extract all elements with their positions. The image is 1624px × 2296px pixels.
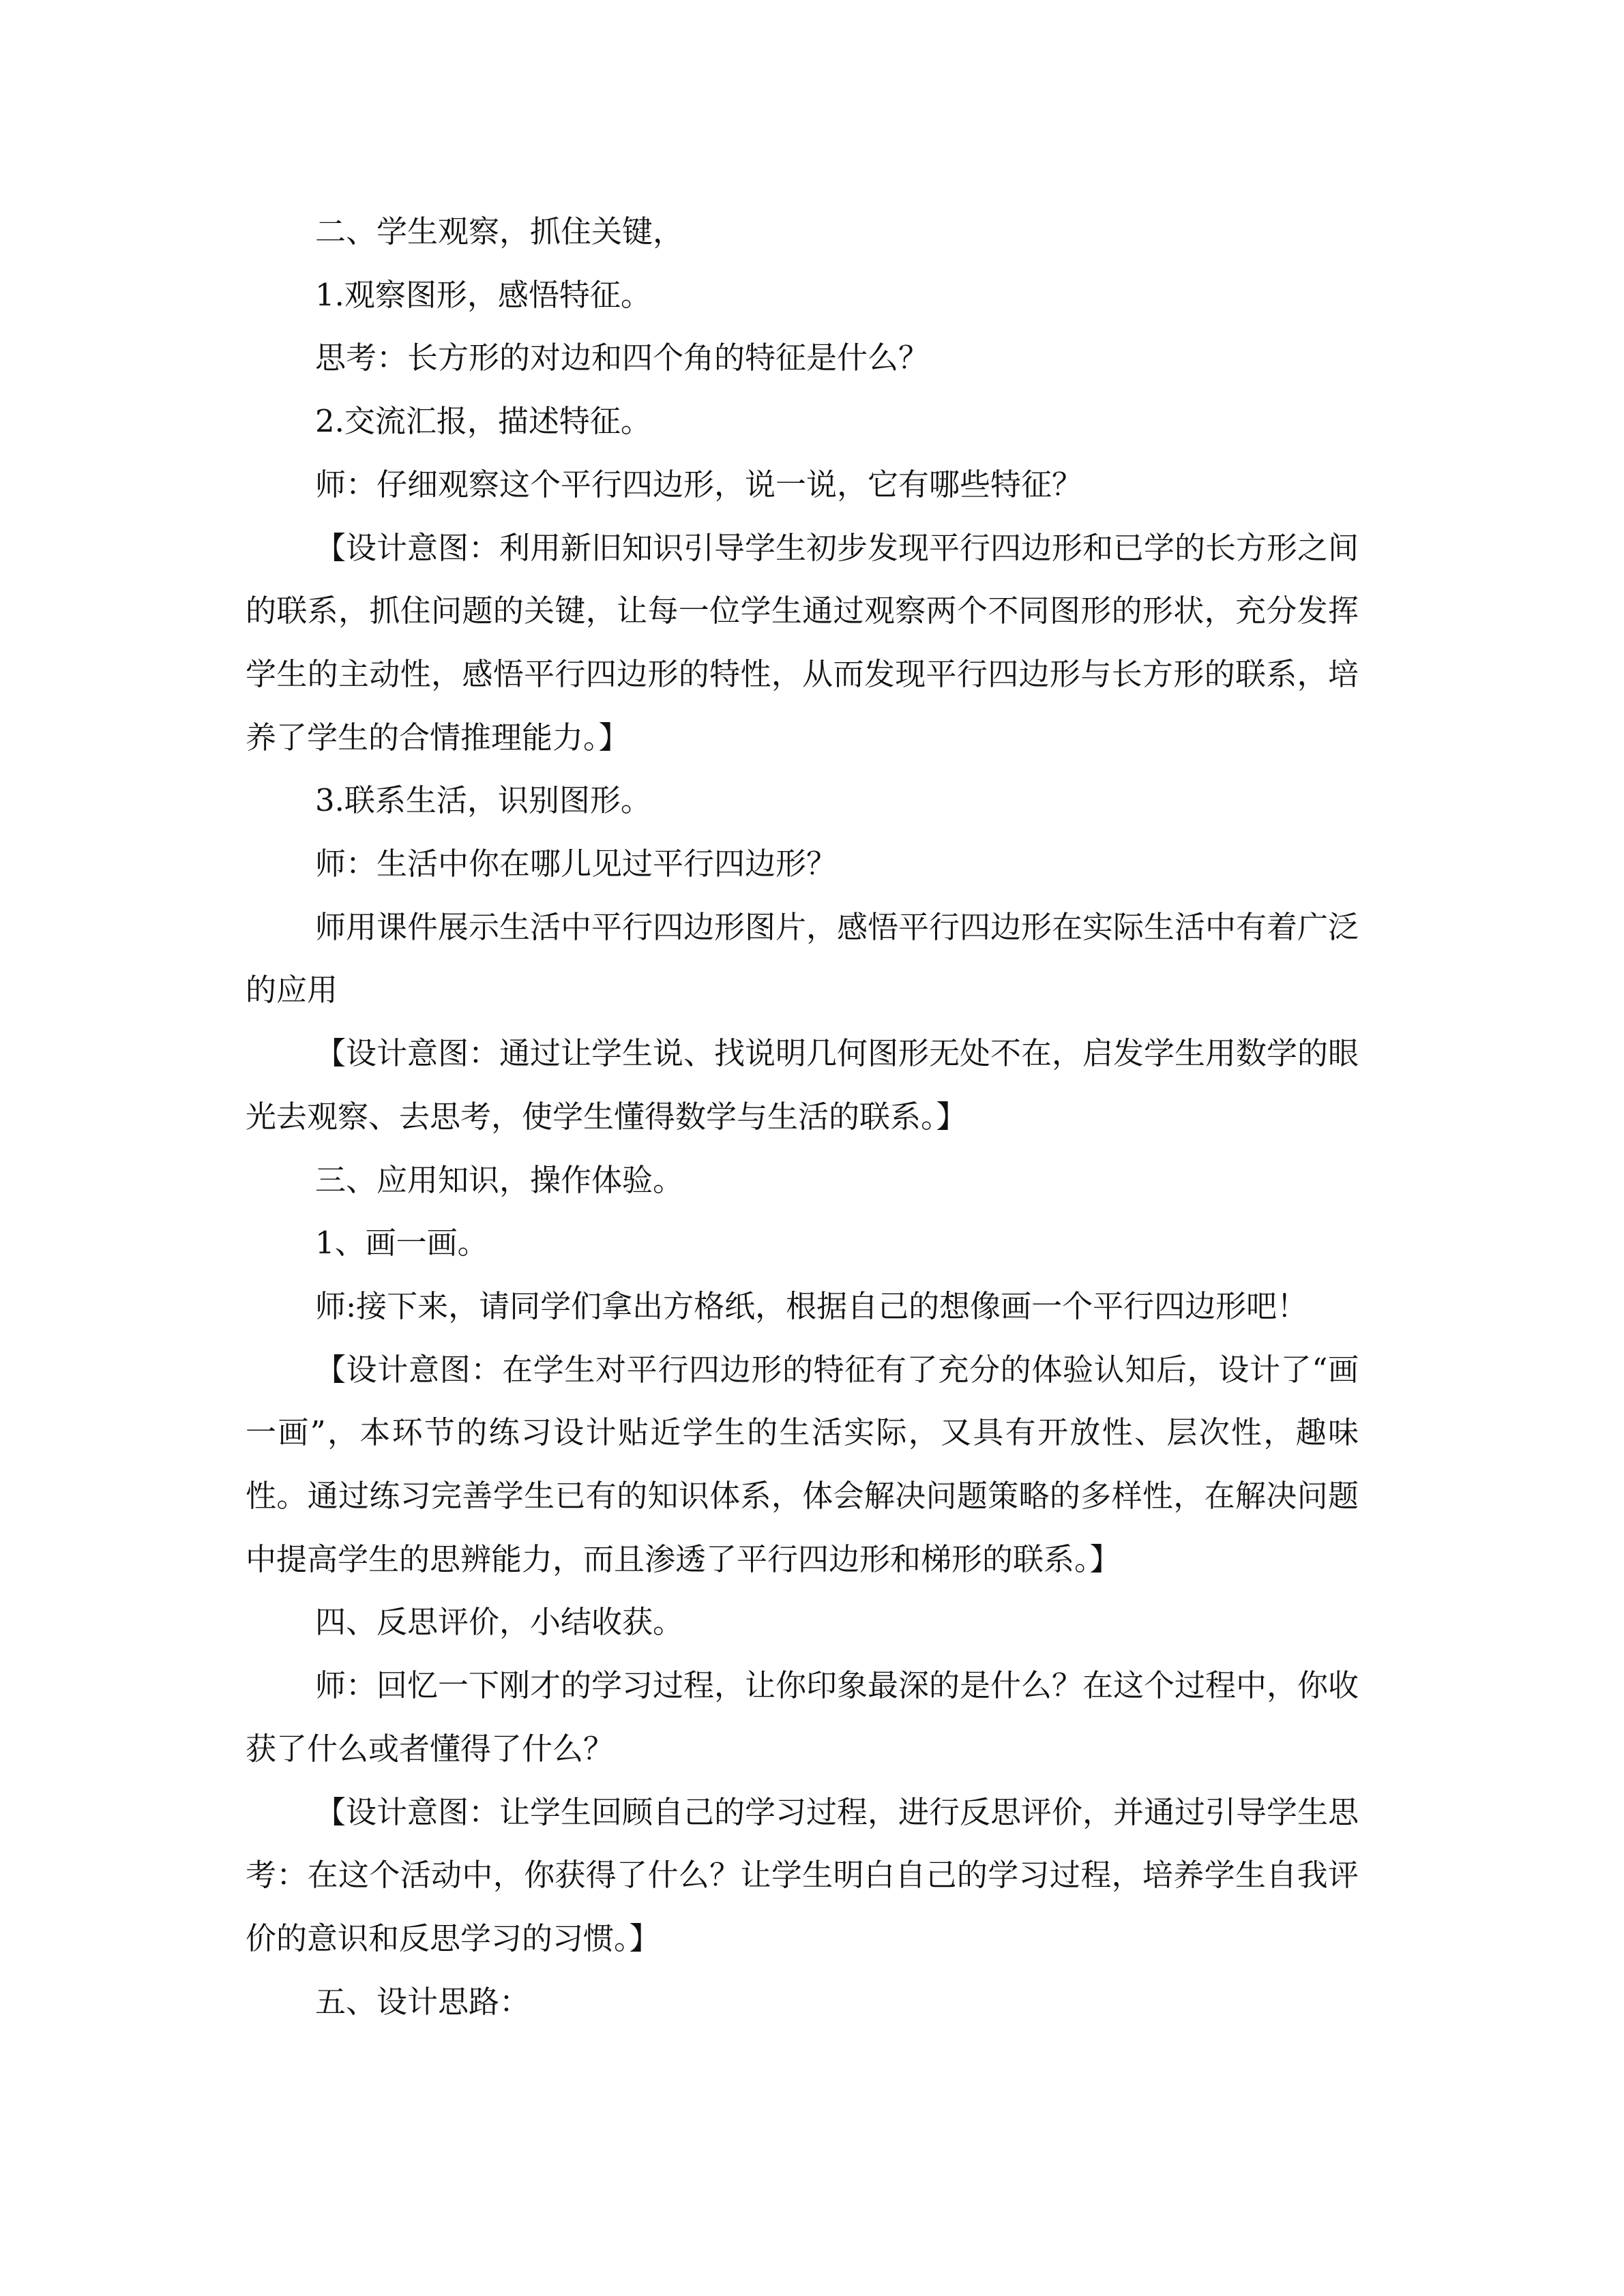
teacher-instruction-draw: 师:接下来，请同学们拿出方格纸，根据自己的想像画一个平行四边形吧！ — [315, 1287, 1308, 1324]
design-intent-paragraph: 【设计意图：利用新旧知识引导学生初步发现平行四边形和已学的长方形之间的联系，抓住问题的关键，让每一位学生通过观察两个不同图形的形状，充分发挥学生的主动性，感悟平行四边形的特性，从而发现平行四边形与长方形的联系，培养了学生的合情推理能力。】 — [246, 529, 1359, 756]
design-intent-paragraph: 【设计意图：在学生对平行四边形的特征有了充分的体验认知后，设计了“画一画”，本环节的练习设计贴近学生的生活实际，又具有开放性、层次性，趣味性。通过练习完善学生已有的知识体系，体会解决问题策略的多样性，在解决问题中提高学生的思辨能力，而且渗透了平行四边形和梯形的联系。】 — [246, 1351, 1359, 1577]
design-intent-paragraph: 【设计意图：让学生回顾自己的学习过程，进行反思评价，并通过引导学生思考：在这个活动中，你获得了什么？让学生明白自己的学习过程，培养学生自我评价的意识和反思学习的习惯。】 — [246, 1793, 1359, 1956]
step-observe-shapes: 1.观察图形，感悟特征。 — [315, 276, 651, 313]
step-draw: 1、画一画。 — [315, 1225, 488, 1262]
section-heading-reflect: 四、反思评价，小结收获。 — [315, 1604, 684, 1641]
design-intent-paragraph: 【设计意图：通过让学生说、找说明几何图形无处不在，启发学生用数学的眼光去观察、去思考，使学生懂得数学与生活的联系。】 — [246, 1035, 1359, 1135]
courseware-description: 师用课件展示生活中平行四边形图片，感悟平行四边形在实际生活中有着广泛的应用 — [246, 908, 1359, 1009]
section-heading-apply: 三、应用知识，操作体验。 — [315, 1161, 684, 1198]
teacher-question-reflect: 师：回忆一下刚才的学习过程，让你印象最深的是什么？在这个过程中，你收获了什么或者懂得了什么？ — [246, 1667, 1359, 1767]
step-exchange-report: 2.交流汇报，描述特征。 — [315, 403, 651, 440]
question-rectangle-features: 思考：长方形的对边和四个角的特征是什么？ — [315, 340, 930, 376]
section-heading-design-ideas: 五、设计思路： — [315, 1983, 531, 2020]
document-body — [246, 200, 1359, 2033]
teacher-question-life: 师：生活中你在哪儿见过平行四边形？ — [315, 846, 838, 882]
section-heading-observe: 二、学生观察，抓住关键， — [315, 213, 684, 250]
step-connect-life: 3.联系生活，识别图形。 — [315, 782, 651, 819]
teacher-prompt-parallelogram: 师：仔细观察这个平行四边形，说一说，它有哪些特征？ — [315, 466, 1083, 503]
